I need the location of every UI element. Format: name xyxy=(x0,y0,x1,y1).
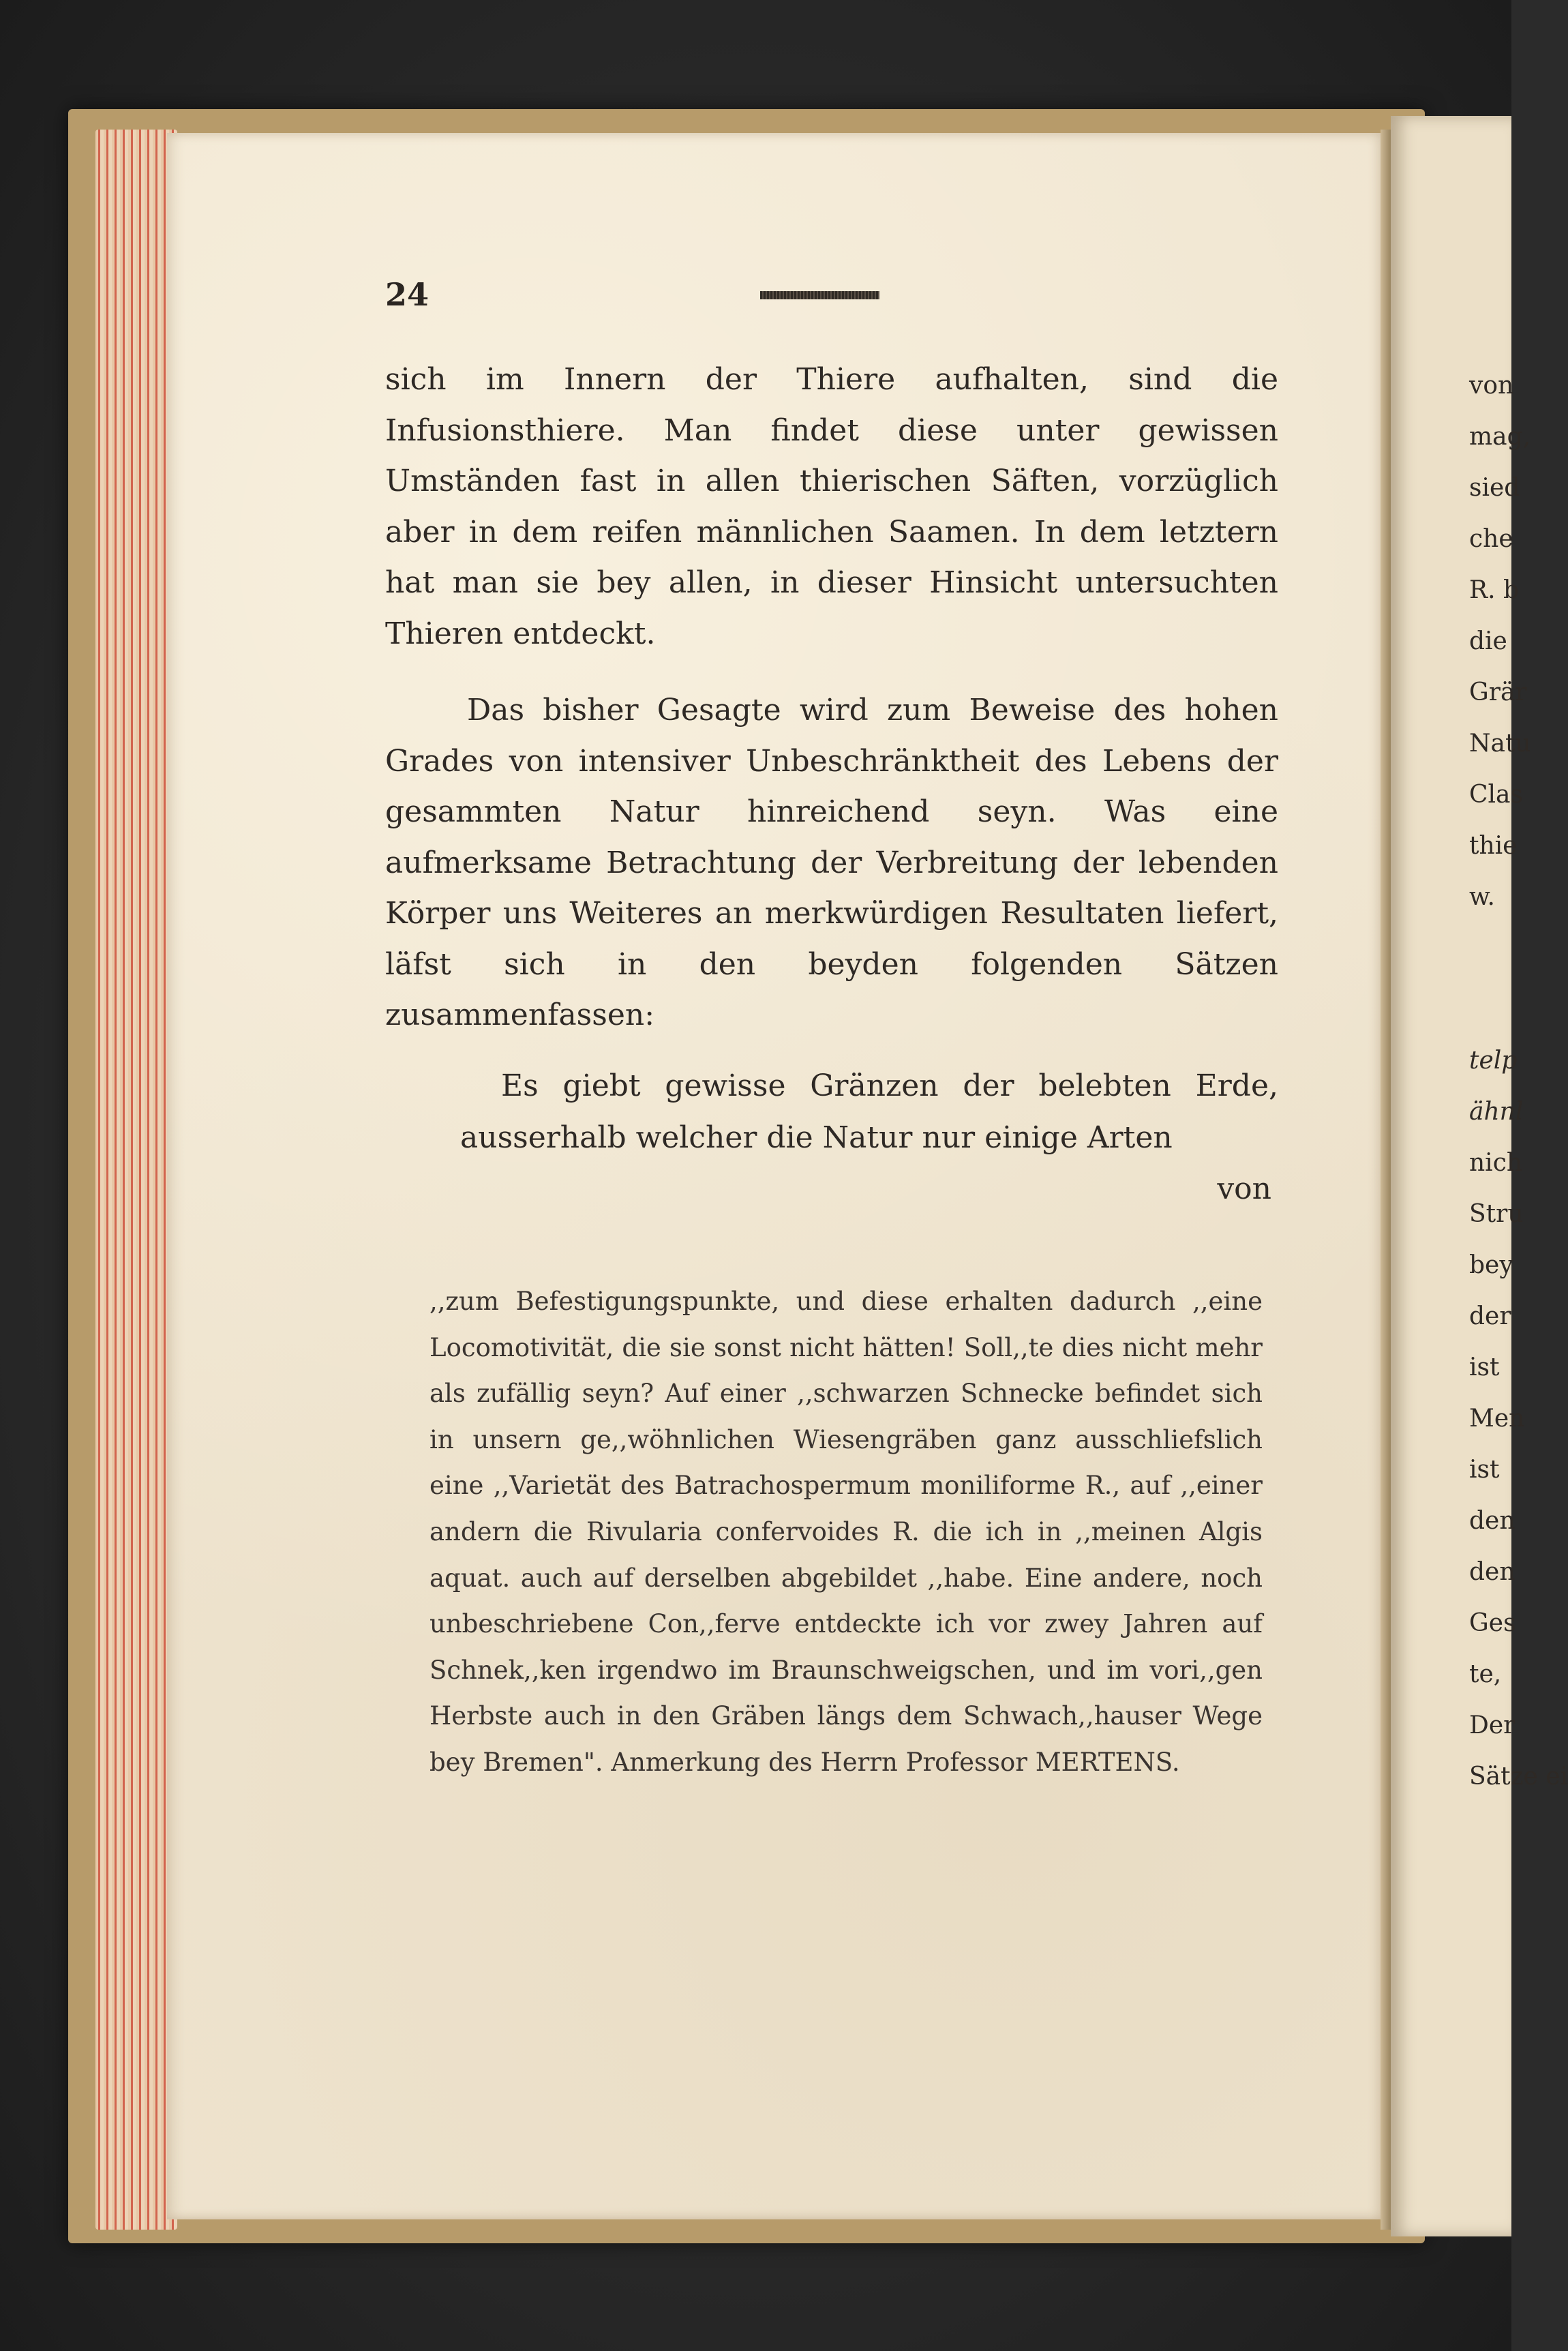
facing-page-fragment: Natu xyxy=(1469,730,1531,758)
facing-page-fragment: sied xyxy=(1469,474,1520,502)
facing-page-fragment: thie xyxy=(1469,832,1518,860)
page-number: 24 xyxy=(385,276,429,313)
paragraph: sich im Innern der Thiere aufhalten, sind die Infusionsthiere. Man findet diese unter gewissen Umständen fast in allen thierischen Säften, vorzüglich aber in dem reifen männlichen Saamen. In dem letztern hat man sie bey allen, in dieser Hinsicht untersuchten Thieren entdeckt. xyxy=(385,362,1278,651)
paragraph: Es giebt gewisse Gränzen der belebten Erde, ausserhalb welcher die Natur nur einige Arten xyxy=(460,1068,1278,1155)
facing-page-edge xyxy=(1391,116,1568,2236)
page-edges xyxy=(95,130,177,2230)
facing-page-fragment: R. b xyxy=(1469,576,1520,604)
facing-page-fragment: Grär xyxy=(1469,678,1527,706)
facing-page-fragment: Ges xyxy=(1469,1609,1516,1637)
facing-page-fragment: che xyxy=(1469,525,1513,553)
catchword: von xyxy=(1217,1171,1271,1206)
facing-page-fragment: den xyxy=(1469,1558,1516,1586)
facing-page-fragment: Men xyxy=(1469,1405,1525,1433)
footnote-text: ,,zum Befestigungspunkte, und diese erhalten dadurch ,,eine Locomotivität, die sie sonst nicht hätten! Soll,,te dies nicht mehr als zufällig seyn? Auf einer ,,schwarzen Schnecke befindet sich in unsern ge,,wöhnlichen Wiesengräben ganz ausschliefslich eine ,,Varietät des Batrachospermum moniliforme R., auf ,,einer andern die Rivularia confervoides R. die ich in ,,meinen Algis aquat. auch auf derselben abgebildet ,,habe. Eine andere, noch unbeschriebene Con,,ferve entdeckte ich vor zwey Jahren auf Schnek,,ken irgendwo im Braunschweigschen, und im vori,,gen Herbste auch in den Gräben längs dem Schwach,,hauser Wege bey Bremen". Anmerkung des Herrn Professor MERTENS. xyxy=(429,1287,1263,1777)
facing-page-fragment: den xyxy=(1469,1507,1516,1535)
facing-page-fragment: die xyxy=(1469,627,1507,655)
facing-page-fragment: telp xyxy=(1469,1047,1518,1075)
facing-page-fragment: Der xyxy=(1469,1711,1516,1739)
facing-page-fragment: nich xyxy=(1469,1149,1523,1177)
facing-page-fragment: te, xyxy=(1469,1660,1502,1688)
facing-page-fragment: Clas xyxy=(1469,781,1523,809)
page-body xyxy=(385,355,1278,1214)
facing-page-fragment: ähnl xyxy=(1469,1098,1524,1126)
facing-page-fragment: Stru xyxy=(1469,1200,1524,1228)
facing-page-fragment: bey xyxy=(1469,1251,1513,1279)
facing-page-fragment: mag, xyxy=(1469,423,1531,451)
facing-page-fragment: ist xyxy=(1469,1456,1500,1484)
facing-page-fragment: ist xyxy=(1469,1353,1500,1381)
facing-page-fragment: Sätze ei xyxy=(1469,1763,1568,1791)
facing-page-fragment: w. xyxy=(1469,883,1495,911)
header-ornament xyxy=(760,291,879,299)
paragraph: Das bisher Gesagte wird zum Beweise des hohen Grades von intensiver Unbeschränktheit des Lebens der gesammten Natur hinreichend seyn. Was eine aufmerksame Betrachtung der Verbreitung der lebenden Körper uns Weiteres an merkwürdigen Resultaten liefert, läfst sich in den beyden folgenden Sätzen zusammenfassen: xyxy=(385,693,1278,1032)
page-header xyxy=(385,276,1278,317)
footnote xyxy=(429,1278,1263,1786)
facing-page-fragment: von xyxy=(1469,372,1514,400)
facing-page-fragment: der xyxy=(1469,1302,1511,1330)
